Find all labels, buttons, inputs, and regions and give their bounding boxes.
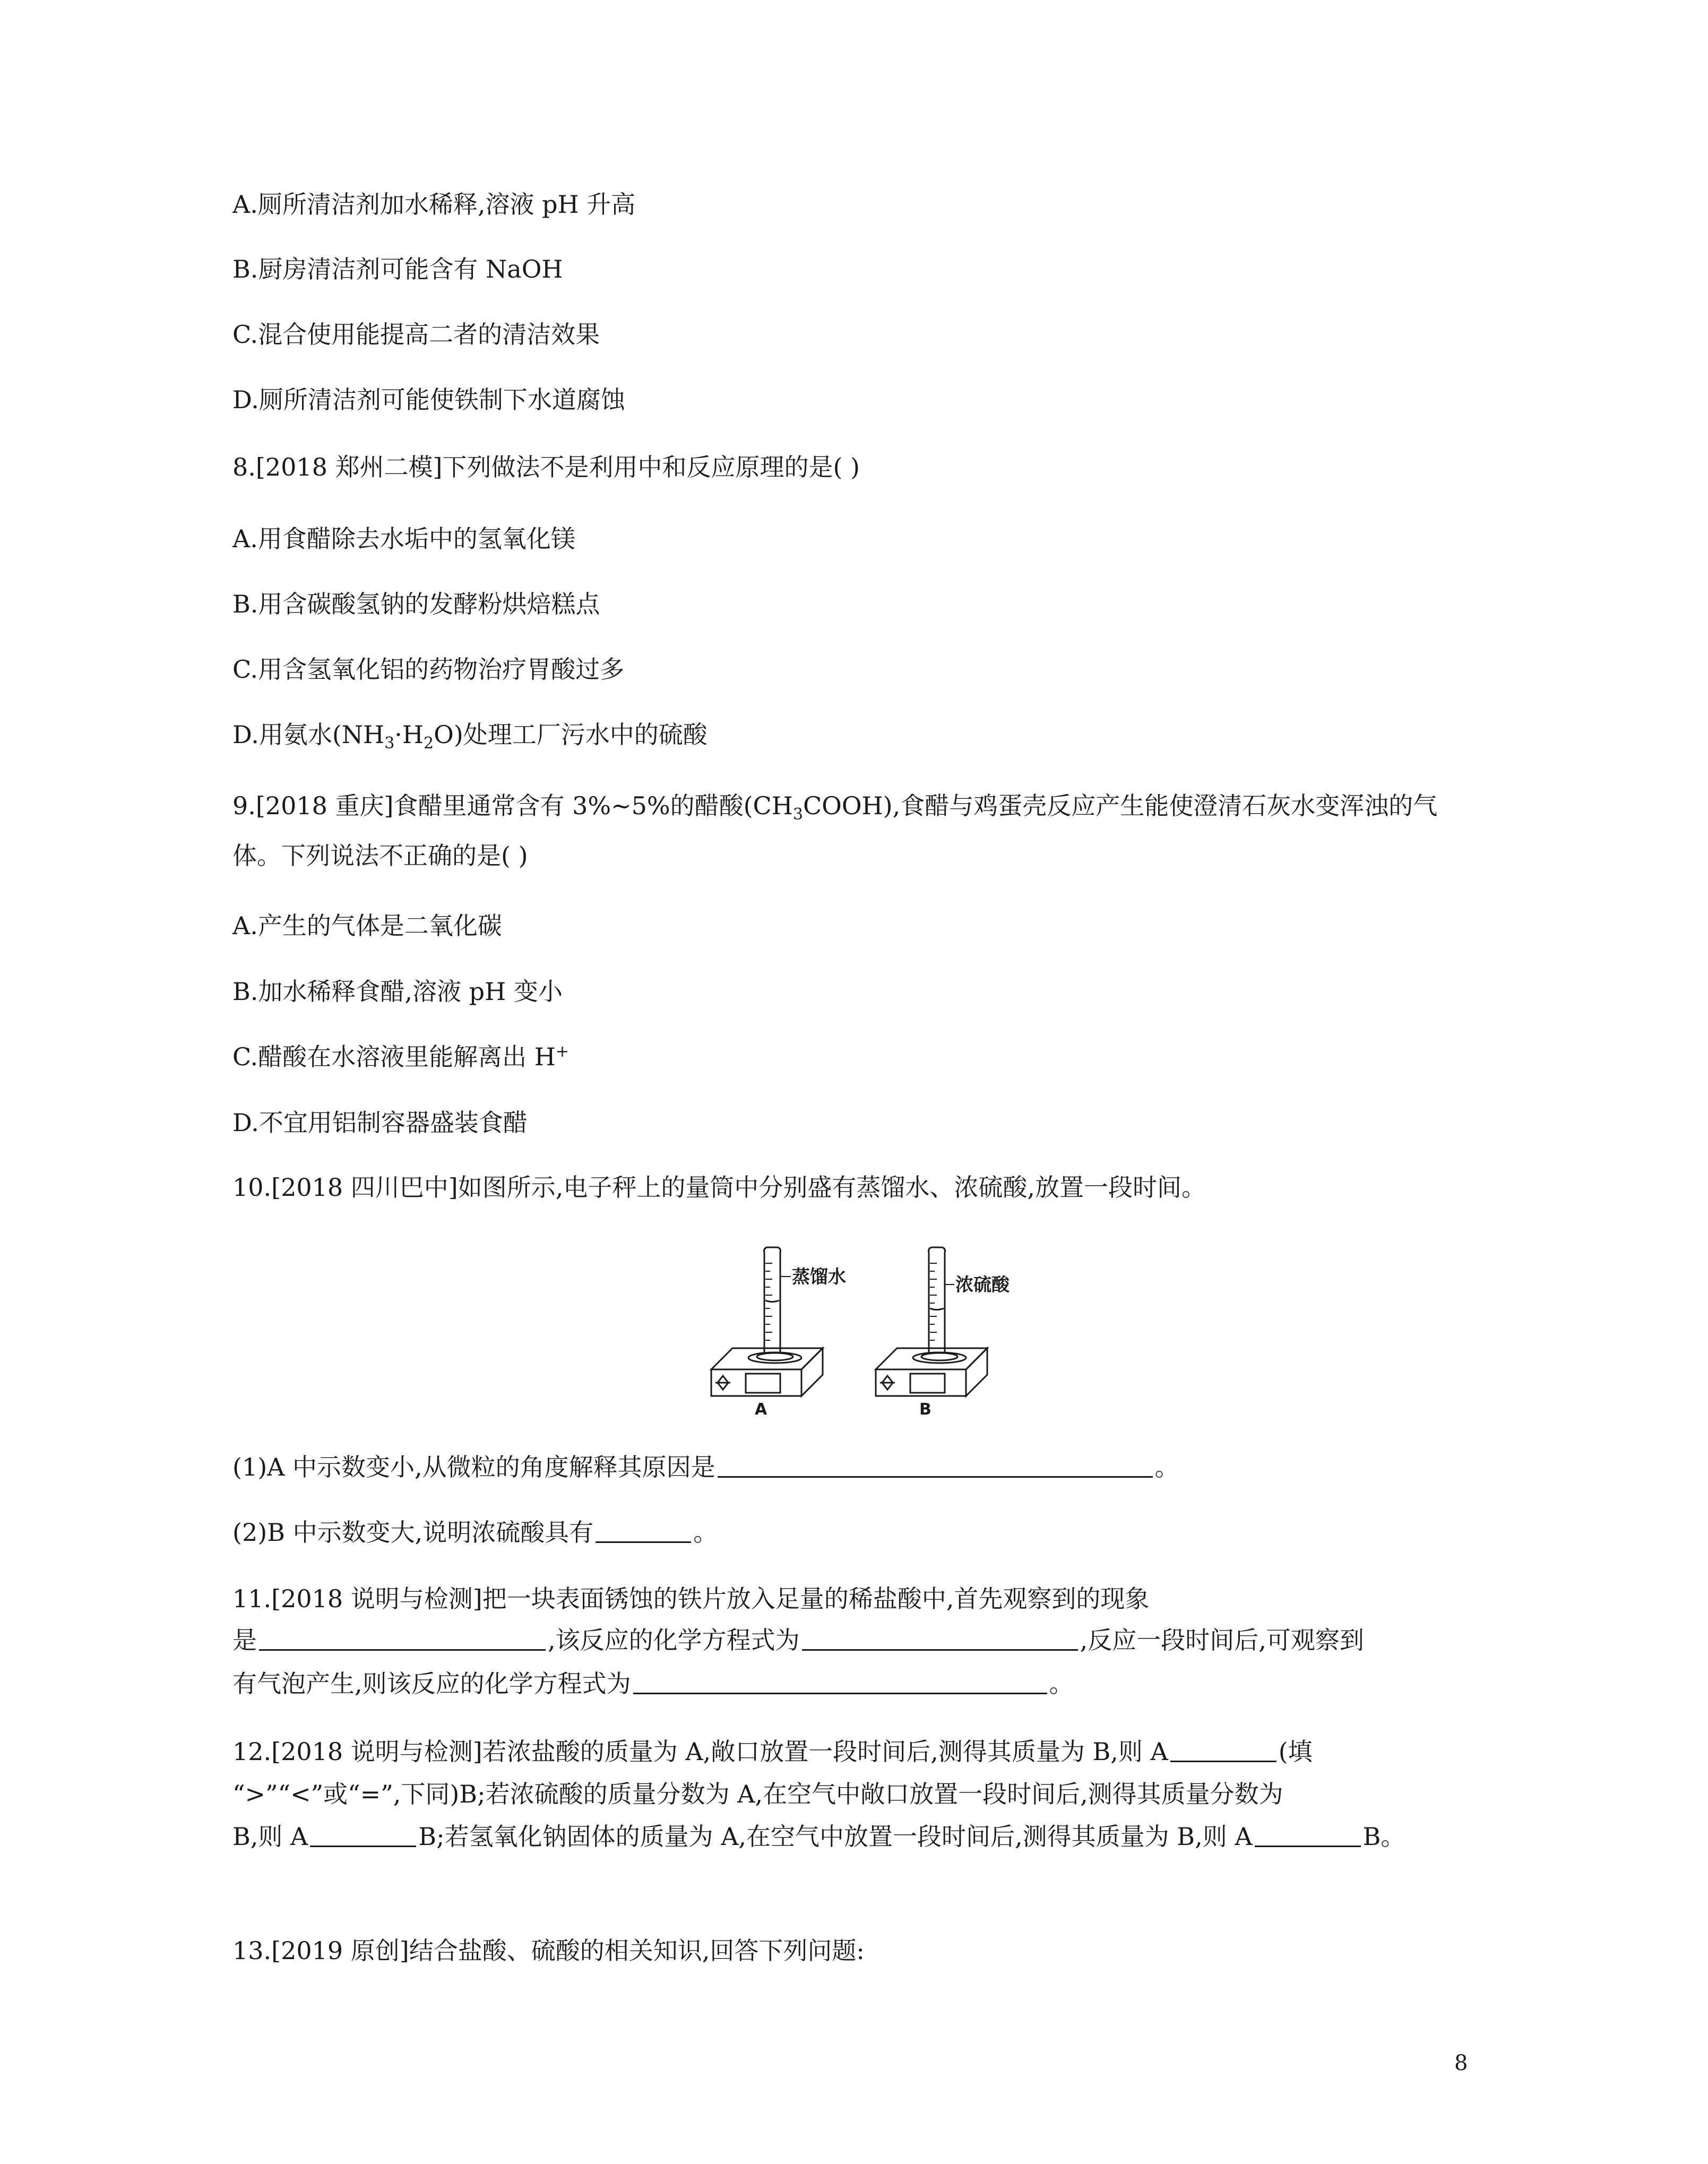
scale-b-top xyxy=(876,1348,987,1369)
cylinder-b-liquid-surface xyxy=(930,1308,944,1310)
answer-blank[interactable] xyxy=(310,1822,416,1847)
q7-option-b: B.厨房清洁剂可能含有 NaOH xyxy=(232,255,563,283)
q9-option-c: C.醋酸在水溶液里能解离出 H+ xyxy=(232,1042,570,1071)
label-b: B xyxy=(919,1400,931,1417)
answer-blank[interactable] xyxy=(596,1518,691,1543)
label-distilled-water: 蒸馏水 xyxy=(792,1266,846,1288)
answer-blank[interactable] xyxy=(1170,1737,1276,1762)
q8-option-a: A.用食醋除去水垢中的氢氧化镁 xyxy=(232,524,575,553)
answer-blank[interactable] xyxy=(802,1626,1078,1651)
q11-line2: 是 ,该反应的化学方程式为 ,反应一段时间后,可观察到 xyxy=(232,1626,1364,1654)
cylinder-a-liquid-surface xyxy=(765,1300,779,1302)
q10-part1: (1)A 中示数变小,从微粒的角度解释其原因是 。 xyxy=(232,1453,1179,1481)
q10-part2: (2)B 中示数变大,说明浓硫酸具有 。 xyxy=(232,1518,718,1547)
q9-stem-line2: 体。下列说法不正确的是( ) xyxy=(232,841,528,870)
scale-a-display xyxy=(746,1374,780,1393)
q9-option-a: A.产生的气体是二氧化碳 xyxy=(232,911,502,940)
q13-stem: 13.[2019 原创]结合盐酸、硫酸的相关知识,回答下列问题: xyxy=(232,1936,865,1965)
q11-line1: 11.[2018 说明与检测]把一块表面锈蚀的铁片放入足量的稀盐酸中,首先观察到的现象 xyxy=(232,1584,1150,1613)
q12-line2: “>”“<”或“=”,下同)B;若浓硫酸的质量分数为 A,在空气中敞口放置一段时间后,测得其质量分数为 xyxy=(232,1780,1283,1808)
scale-b-pan xyxy=(913,1352,966,1363)
scale-b-display xyxy=(910,1374,945,1393)
q8-option-d: D.用氨水$(NH_3\cdot H_2O)$处理工厂污水中的硫酸 xyxy=(232,720,708,753)
cylinder-b-wall-right xyxy=(942,1247,945,1352)
q9-stem: 9.[2018 重庆]食醋里通常含有 3%~5%的醋酸$(CH_3COOH)$,食醋与鸡蛋壳反应产生能使澄清石灰水变浑浊的气 xyxy=(232,791,1438,824)
q10-stem: 10.[2018 四川巴中]如图所示,电子秤上的量筒中分别盛有蒸馏水、浓硫酸,放置一段时间。 xyxy=(232,1173,1206,1202)
answer-blank[interactable] xyxy=(633,1669,1047,1694)
scale-a-top xyxy=(711,1348,823,1369)
label-a: A xyxy=(755,1400,767,1417)
q7-option-a: A.厕所清洁剂加水稀释,溶液 pH 升高 xyxy=(232,190,636,219)
q8-option-c: C.用含氢氧化铝的药物治疗胃酸过多 xyxy=(232,655,625,684)
q9-option-d: D.不宜用铝制容器盛装食醋 xyxy=(232,1108,528,1137)
answer-blank[interactable] xyxy=(1255,1822,1361,1847)
q7-option-d: D.厕所清洁剂可能使铁制下水道腐蚀 xyxy=(232,385,625,414)
scale-a-pan xyxy=(748,1352,801,1363)
page-number: 8 xyxy=(1454,2051,1468,2075)
answer-blank[interactable] xyxy=(259,1626,546,1651)
q9-option-b: B.加水稀释食醋,溶液 pH 变小 xyxy=(232,977,563,1006)
q11-line3: 有气泡产生,则该反应的化学方程式为 。 xyxy=(232,1669,1074,1698)
q8-stem: 8.[2018 郑州二模]下列做法不是利用中和反应原理的是( ) xyxy=(232,453,860,481)
scale-a-side xyxy=(801,1348,823,1396)
q12-line3: B,则 A B;若氢氧化钠固体的质量为 A,在空气中放置一段时间后,测得其质量为 B,则 A B。 xyxy=(232,1822,1405,1851)
answer-blank[interactable] xyxy=(718,1453,1153,1478)
q8-option-b: B.用含碳酸氢钠的发酵粉烘焙糕点 xyxy=(232,590,600,618)
scales-cylinders-illustration xyxy=(701,1237,1030,1417)
cylinder-a-wall-right xyxy=(778,1247,780,1352)
label-conc-sulfuric-acid: 浓硫酸 xyxy=(955,1274,1010,1296)
q12-line1: 12.[2018 说明与检测]若浓盐酸的质量为 A,敞口放置一段时间后,测得其质量为 B,则 A (填 xyxy=(232,1737,1313,1766)
q7-option-c: C.混合使用能提高二者的清洁效果 xyxy=(232,320,600,349)
scales-cylinders-figure xyxy=(701,1237,1030,1417)
scale-b-side xyxy=(966,1348,987,1396)
cylinder-b-graduations xyxy=(930,1263,937,1340)
